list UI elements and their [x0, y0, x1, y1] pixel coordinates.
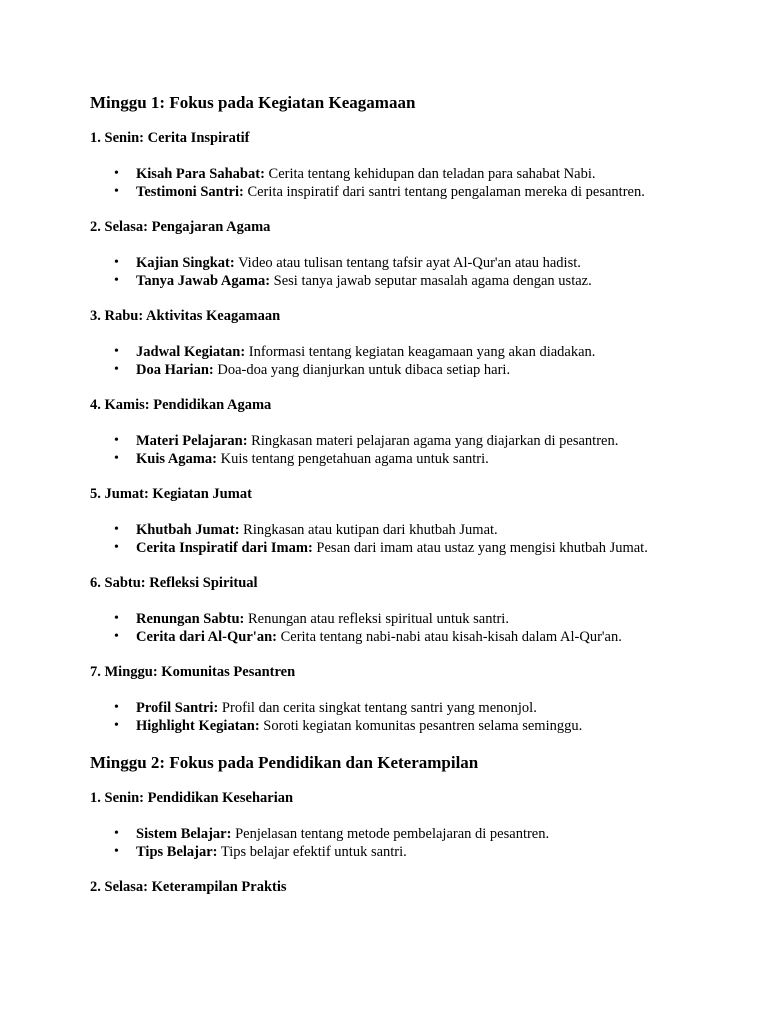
- item-term: Khutbah Jumat:: [136, 522, 240, 538]
- bullet-list: [90, 254, 730, 290]
- day-heading: 1. Senin: Cerita Inspiratif: [90, 130, 250, 146]
- list-item: [90, 254, 730, 272]
- item-term: Cerita dari Al-Qur'an:: [136, 629, 277, 645]
- list-item: [90, 183, 730, 201]
- bullet-list: [90, 699, 730, 735]
- week-section: [90, 92, 730, 735]
- bullet-list: [90, 432, 730, 468]
- day-heading: 1. Senin: Pendidikan Keseharian: [90, 790, 294, 806]
- week-section: [90, 752, 730, 896]
- item-term: Materi Pelajaran:: [136, 433, 248, 449]
- day-heading: 3. Rabu: Aktivitas Keagamaan: [90, 308, 281, 324]
- list-item: [90, 432, 730, 450]
- list-item: [90, 165, 730, 183]
- list-item: [90, 610, 730, 628]
- list-item: [90, 825, 730, 843]
- day-section: [90, 878, 730, 896]
- list-item: [90, 699, 730, 717]
- bullet-dot-icon: •: [114, 273, 119, 288]
- list-item: [90, 450, 730, 468]
- item-description: Soroti kegiatan komunitas pesantren selama seminggu.: [259, 718, 583, 734]
- document-page: [90, 92, 730, 914]
- day-heading: 5. Jumat: Kegiatan Jumat: [90, 486, 252, 502]
- bullet-list: [90, 610, 730, 646]
- item-description: Profil dan cerita singkat tentang santri yang menonjol.: [218, 700, 537, 716]
- bullet-dot-icon: •: [114, 362, 119, 377]
- bullet-dot-icon: •: [114, 718, 119, 733]
- bullet-list: [90, 343, 730, 379]
- bullet-dot-icon: •: [114, 700, 119, 715]
- list-item: [90, 539, 730, 557]
- bullet-list: [90, 165, 730, 201]
- bullet-dot-icon: •: [114, 451, 119, 466]
- day-heading: 2. Selasa: Keterampilan Praktis: [90, 879, 287, 895]
- item-term: Profil Santri:: [136, 700, 219, 716]
- list-item: [90, 272, 730, 290]
- item-description: Ringkasan materi pelajaran agama yang diajarkan di pesantren.: [247, 433, 619, 449]
- bullet-dot-icon: •: [114, 826, 119, 841]
- bullet-dot-icon: •: [114, 522, 119, 537]
- item-description: Sesi tanya jawab seputar masalah agama dengan ustaz.: [270, 273, 592, 289]
- day-section: [90, 789, 730, 861]
- item-description: Cerita tentang kehidupan dan teladan para sahabat Nabi.: [264, 166, 596, 182]
- item-description: Tips belajar efektif untuk santri.: [217, 844, 407, 860]
- item-term: Jadwal Kegiatan:: [136, 344, 246, 360]
- item-description: Doa-doa yang dianjurkan untuk dibaca setiap hari.: [213, 362, 511, 378]
- bullet-dot-icon: •: [114, 629, 119, 644]
- item-description: Ringkasan atau kutipan dari khutbah Jumat.: [239, 522, 498, 538]
- day-section: [90, 307, 730, 379]
- day-section: [90, 574, 730, 646]
- day-section: [90, 663, 730, 735]
- list-item: [90, 343, 730, 361]
- day-section: [90, 485, 730, 557]
- item-description: Renungan atau refleksi spiritual untuk santri.: [244, 611, 509, 627]
- item-term: Highlight Kegiatan:: [136, 718, 260, 734]
- item-term: Sistem Belajar:: [136, 826, 232, 842]
- day-heading: 7. Minggu: Komunitas Pesantren: [90, 664, 296, 680]
- item-term: Kisah Para Sahabat:: [136, 166, 265, 182]
- day-heading: 4. Kamis: Pendidikan Agama: [90, 397, 272, 413]
- list-item: [90, 843, 730, 861]
- item-description: Informasi tentang kegiatan keagamaan yang akan diadakan.: [245, 344, 596, 360]
- bullet-dot-icon: •: [114, 540, 119, 555]
- day-heading: 2. Selasa: Pengajaran Agama: [90, 219, 271, 235]
- item-term: Tips Belajar:: [136, 844, 218, 860]
- item-term: Testimoni Santri:: [136, 184, 244, 200]
- bullet-dot-icon: •: [114, 184, 119, 199]
- list-item: [90, 628, 730, 646]
- list-item: [90, 717, 730, 735]
- item-description: Cerita inspiratif dari santri tentang pengalaman mereka di pesantren.: [243, 184, 645, 200]
- item-term: Kajian Singkat:: [136, 255, 235, 271]
- item-description: Pesan dari imam atau ustaz yang mengisi khutbah Jumat.: [312, 540, 648, 556]
- bullet-dot-icon: •: [114, 255, 119, 270]
- list-item: [90, 521, 730, 539]
- day-section: [90, 129, 730, 201]
- bullet-dot-icon: •: [114, 344, 119, 359]
- item-term: Kuis Agama:: [136, 451, 217, 467]
- bullet-list: [90, 825, 730, 861]
- item-description: Cerita tentang nabi-nabi atau kisah-kisah dalam Al-Qur'an.: [276, 629, 622, 645]
- bullet-dot-icon: •: [114, 611, 119, 626]
- bullet-dot-icon: •: [114, 166, 119, 181]
- item-term: Tanya Jawab Agama:: [136, 273, 271, 289]
- list-item: [90, 361, 730, 379]
- day-section: [90, 218, 730, 290]
- item-term: Doa Harian:: [136, 362, 214, 378]
- week-heading: Minggu 1: Fokus pada Kegiatan Keagamaan: [90, 93, 416, 112]
- day-section: [90, 396, 730, 468]
- bullet-list: [90, 521, 730, 557]
- day-heading: 6. Sabtu: Refleksi Spiritual: [90, 575, 258, 591]
- bullet-dot-icon: •: [114, 844, 119, 859]
- item-description: Penjelasan tentang metode pembelajaran di pesantren.: [231, 826, 550, 842]
- bullet-dot-icon: •: [114, 433, 119, 448]
- week-heading: Minggu 2: Fokus pada Pendidikan dan Keterampilan: [90, 753, 479, 772]
- item-description: Kuis tentang pengetahuan agama untuk santri.: [216, 451, 489, 467]
- item-term: Renungan Sabtu:: [136, 611, 245, 627]
- item-description: Video atau tulisan tentang tafsir ayat Al-Qur'an atau hadist.: [234, 255, 581, 271]
- item-term: Cerita Inspiratif dari Imam:: [136, 540, 313, 556]
